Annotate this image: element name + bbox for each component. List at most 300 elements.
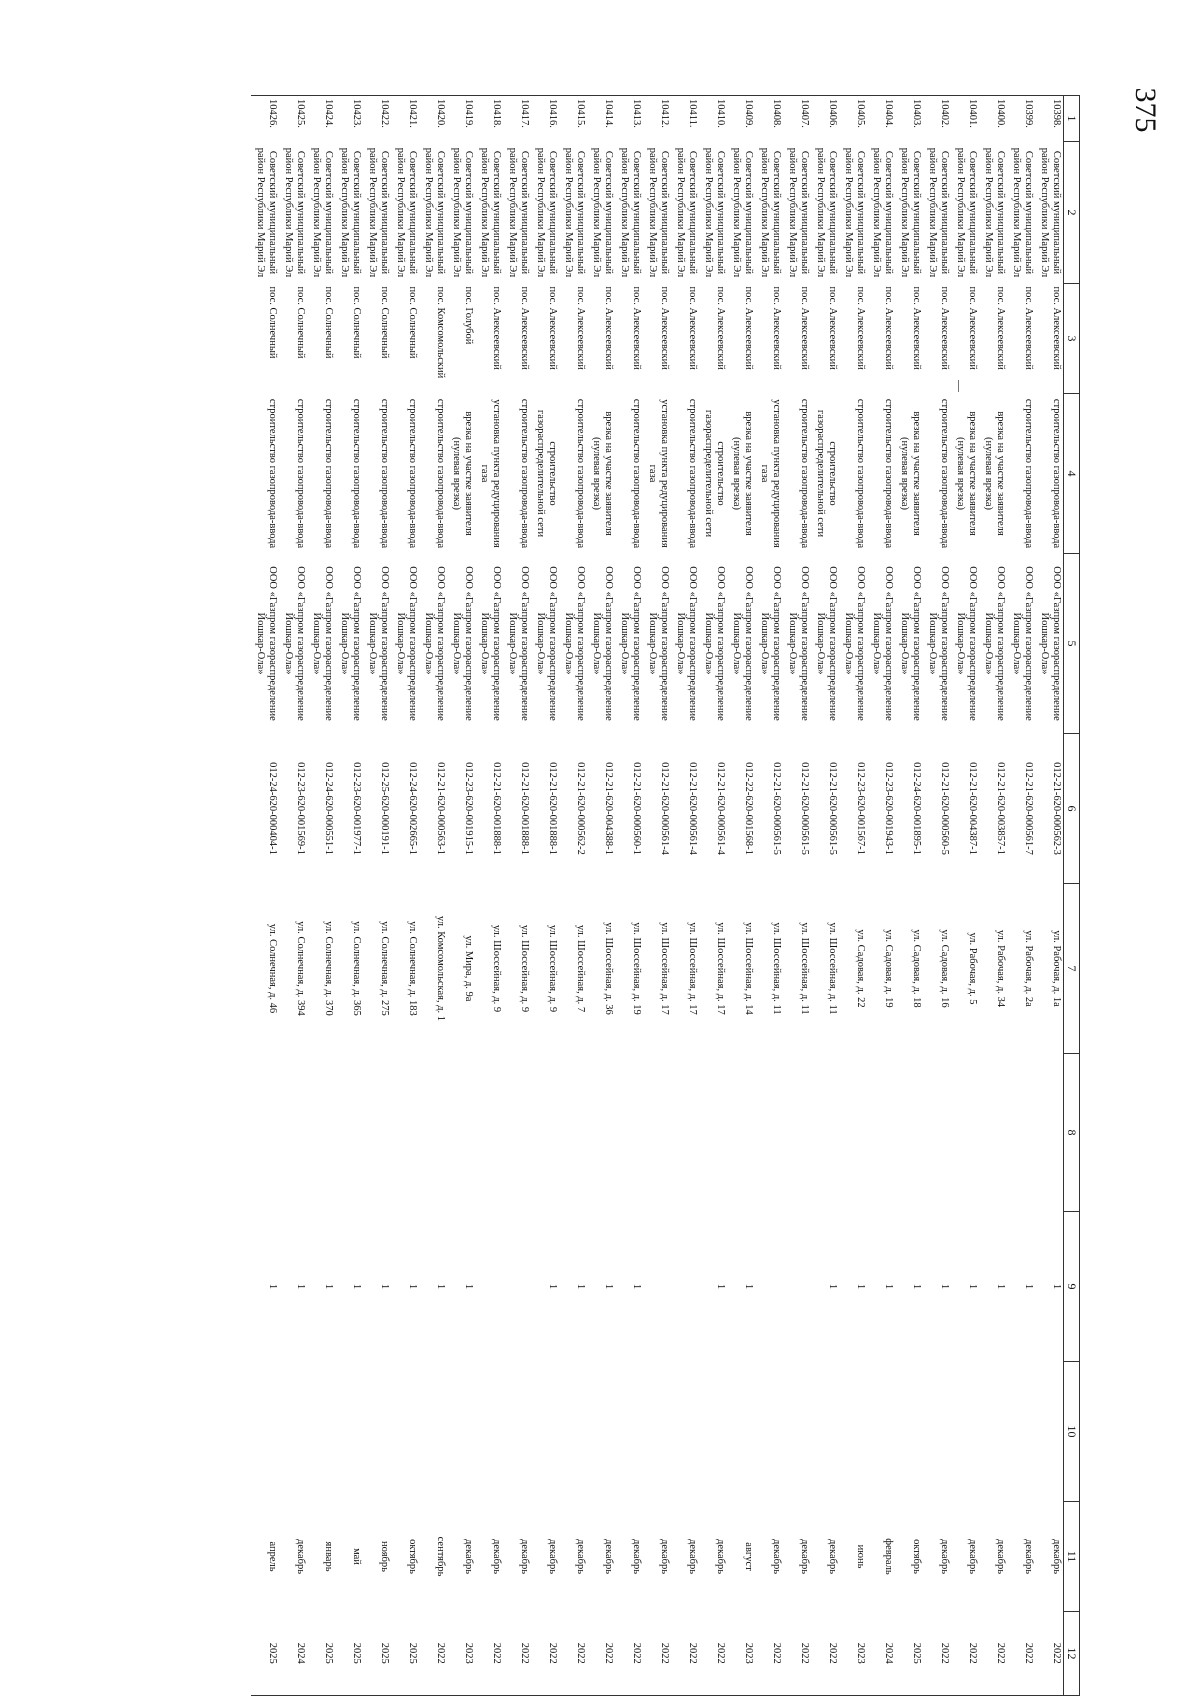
- cell-application-number: 012-21-620-000561-4: [715, 762, 726, 855]
- cell-district: Советский муниципальный район Республики Марий Эл: [507, 147, 530, 278]
- cell-col-10: [783, 1362, 811, 1502]
- cell-col-10: [335, 1362, 363, 1502]
- cell-count: 1: [827, 1283, 838, 1290]
- cell-settlement: пос. Алексеевский: [519, 286, 530, 370]
- cell-address: ул. Шоссейная, д. 17: [715, 922, 726, 1015]
- cell-month: декабрь: [603, 1539, 614, 1574]
- cell-organization: ООО «Газпром газораспределение Йошкар-Ола»: [703, 566, 726, 721]
- cell-row-number: 10406.: [827, 99, 838, 128]
- cell-month: декабрь: [295, 1539, 306, 1574]
- table-row: [531, 96, 559, 1696]
- table-row: [391, 96, 419, 1696]
- table-header: [1064, 96, 1080, 1696]
- column-header-2: 2: [1064, 142, 1080, 284]
- registry-table: [251, 95, 1080, 1696]
- cell-application-number: 012-21-620-001888-1: [491, 762, 502, 855]
- cell-col-8: [699, 1054, 727, 1212]
- cell-work-type: врезка на участке заявителя (нулевая врезка): [983, 411, 1006, 536]
- cell-address: ул. Солнечная, д. 46: [267, 923, 278, 1014]
- cell-settlement: пос. Алексеевский: [547, 286, 558, 370]
- cell-settlement: пос. Солнечный: [351, 286, 362, 359]
- cell-count: 1: [715, 1283, 726, 1290]
- column-header-5: 5: [1064, 554, 1080, 734]
- cell-district: Советский муниципальный район Республики Марий Эл: [983, 147, 1006, 278]
- cell-col-8: [559, 1054, 587, 1212]
- cell-month: декабрь: [659, 1539, 670, 1574]
- cell-district: Советский муниципальный район Республики Марий Эл: [479, 147, 502, 278]
- cell-year: 2022: [491, 1642, 502, 1664]
- cell-year: 2022: [547, 1642, 558, 1664]
- cell-work-type: строительство газопровода-ввода: [267, 398, 278, 549]
- cell-year: 2025: [379, 1642, 390, 1664]
- cell-address: ул. Мира, д. 9а: [463, 935, 474, 1002]
- table-row: [839, 96, 867, 1696]
- cell-work-type: строительство газопровода-ввода: [351, 398, 362, 549]
- cell-organization: ООО «Газпром газораспределение Йошкар-Ола»: [367, 566, 390, 721]
- table-row: [783, 96, 811, 1696]
- cell-work-type: строительство газораспределительной сети: [703, 409, 726, 538]
- cell-col-10: [475, 1362, 503, 1502]
- cell-count: [755, 1212, 783, 1362]
- cell-application-number: 012-21-620-000561-5: [799, 762, 810, 855]
- table-row: [951, 96, 979, 1696]
- column-header-8: 8: [1064, 1054, 1080, 1212]
- cell-count: [671, 1212, 699, 1362]
- cell-col-10: [643, 1362, 671, 1502]
- cell-row-number: 10414.: [603, 99, 614, 128]
- cell-month: май: [351, 1548, 362, 1565]
- cell-application-number: 012-21-620-004387-1: [967, 762, 978, 855]
- cell-address: ул. Шоссейная, д. 9: [491, 924, 502, 1013]
- table-row: [755, 96, 783, 1696]
- cell-address: ул. Комсомольская, д. 1: [435, 915, 446, 1022]
- cell-year: 2022: [603, 1642, 614, 1664]
- cell-col-8: [279, 1054, 307, 1212]
- cell-col-10: [531, 1362, 559, 1502]
- cell-count: 1: [631, 1283, 642, 1290]
- cell-col-8: [951, 1054, 979, 1212]
- cell-application-number: 012-21-620-000561-5: [771, 762, 782, 855]
- cell-count: 1: [743, 1283, 754, 1290]
- cell-application-number: 012-24-620-000551-1: [323, 762, 334, 855]
- cell-month: октябрь: [407, 1539, 418, 1574]
- cell-row-number: 10412.: [659, 99, 670, 128]
- cell-district: Советский муниципальный район Республики Марий Эл: [675, 147, 698, 278]
- cell-address: ул. Шоссейная, д. 17: [687, 922, 698, 1015]
- cell-col-10: [587, 1362, 615, 1502]
- cell-col-8: [979, 1054, 1007, 1212]
- cell-district: Советский муниципальный район Республики Марий Эл: [423, 147, 446, 278]
- cell-month: сентябрь: [435, 1536, 446, 1577]
- cell-count: 1: [267, 1283, 278, 1290]
- cell-month: ноябрь: [379, 1541, 390, 1572]
- cell-col-10: [307, 1362, 335, 1502]
- cell-year: 2022: [435, 1642, 446, 1664]
- cell-count: 1: [911, 1283, 922, 1290]
- cell-district: Советский муниципальный район Республики Марий Эл: [563, 147, 586, 278]
- cell-year: 2022: [967, 1642, 978, 1664]
- cell-col-8: [867, 1054, 895, 1212]
- cell-col-10: [559, 1362, 587, 1502]
- cell-year: 2022: [1023, 1642, 1034, 1664]
- table-row: [615, 96, 643, 1696]
- table-row: [447, 96, 475, 1696]
- cell-settlement: пос. Солнечный: [379, 286, 390, 359]
- cell-settlement: пос. Алексеевский: [799, 286, 810, 370]
- cell-organization: ООО «Газпром газораспределение Йошкар-Ола»: [591, 566, 614, 721]
- cell-address: ул. Шоссейная, д. 7: [575, 924, 586, 1013]
- cell-col-10: [727, 1362, 755, 1502]
- cell-settlement: пос. Алексеевский: [967, 286, 978, 370]
- cell-organization: ООО «Газпром газораспределение Йошкар-Ола»: [843, 566, 866, 721]
- table-row: [895, 96, 923, 1696]
- table-row: [307, 96, 335, 1696]
- table-row: [643, 96, 671, 1696]
- table-row: [559, 96, 587, 1696]
- cell-col-8: [363, 1054, 391, 1212]
- cell-col-8: [251, 1054, 279, 1212]
- cell-work-type: врезка на участке заявителя (нулевая врезка): [451, 411, 474, 536]
- cell-count: 1: [995, 1283, 1006, 1290]
- cell-address: ул. Шоссейная, д. 19: [631, 922, 642, 1015]
- cell-year: 2022: [631, 1642, 642, 1664]
- cell-year: 2022: [1051, 1642, 1062, 1664]
- cell-month: апрель: [267, 1541, 278, 1572]
- cell-col-10: [419, 1362, 447, 1502]
- cell-year: 2022: [659, 1642, 670, 1664]
- cell-work-type: строительство газопровода-ввода: [435, 398, 446, 549]
- cell-work-type: установка пункта редуцирования газа: [759, 399, 782, 548]
- cell-month: декабрь: [715, 1539, 726, 1574]
- cell-col-8: [615, 1054, 643, 1212]
- table-row: [419, 96, 447, 1696]
- cell-count: 1: [547, 1283, 558, 1290]
- cell-settlement: пос. Алексеевский: [603, 286, 614, 370]
- cell-row-number: 10416.: [547, 99, 558, 128]
- cell-district: Советский муниципальный район Республики Марий Эл: [1039, 147, 1062, 278]
- cell-row-number: 10403.: [911, 99, 922, 128]
- cell-organization: ООО «Газпром газораспределение Йошкар-Ола»: [507, 566, 530, 721]
- cell-district: Советский муниципальный район Республики Марий Эл: [843, 147, 866, 278]
- cell-col-10: [979, 1362, 1007, 1502]
- column-header-1: 1: [1064, 96, 1080, 142]
- cell-year: 2022: [771, 1642, 782, 1664]
- cell-work-type: строительство газопровода-ввода: [519, 398, 530, 549]
- cell-col-10: [363, 1362, 391, 1502]
- cell-district: Советский муниципальный район Республики Марий Эл: [451, 147, 474, 278]
- cell-year: 2024: [883, 1642, 894, 1664]
- cell-work-type: строительство газопровода-ввода: [939, 398, 950, 549]
- cell-count: 1: [1023, 1283, 1034, 1290]
- cell-application-number: 012-21-620-001888-1: [519, 762, 530, 855]
- cell-application-number: 012-21-620-000561-5: [827, 762, 838, 855]
- table-row: [335, 96, 363, 1696]
- cell-col-8: [839, 1054, 867, 1212]
- cell-row-number: 10411.: [687, 99, 698, 128]
- cell-col-8: [503, 1054, 531, 1212]
- cell-month: декабрь: [771, 1539, 782, 1574]
- cell-col-8: [335, 1054, 363, 1212]
- cell-application-number: 012-23-620-001943-1: [883, 762, 894, 855]
- rotated-table-wrapper: [210, 95, 1080, 1695]
- cell-district: Советский муниципальный район Республики Марий Эл: [339, 147, 362, 278]
- cell-district: Советский муниципальный район Республики Марий Эл: [899, 147, 922, 278]
- cell-row-number: 10405.: [855, 99, 866, 128]
- table-row: [699, 96, 727, 1696]
- cell-year: 2024: [295, 1642, 306, 1664]
- cell-row-number: 10404.: [883, 99, 894, 128]
- cell-col-10: [391, 1362, 419, 1502]
- cell-settlement: пос. Алексеевский: [575, 286, 586, 370]
- cell-year: 2023: [855, 1642, 866, 1664]
- cell-settlement: пос. Алексеевский: [855, 286, 866, 370]
- cell-month: декабрь: [687, 1539, 698, 1574]
- cell-district: Советский муниципальный район Республики Марий Эл: [367, 147, 390, 278]
- cell-organization: ООО «Газпром газораспределение Йошкар-Ола»: [423, 566, 446, 721]
- cell-address: ул. Рабочая, д. 1а: [1051, 930, 1062, 1007]
- cell-district: Советский муниципальный район Республики Марий Эл: [255, 147, 278, 278]
- cell-application-number: 012-21-620-000561-4: [687, 762, 698, 855]
- cell-organization: ООО «Газпром газораспределение Йошкар-Ола»: [1011, 566, 1034, 721]
- cell-district: Советский муниципальный район Республики Марий Эл: [927, 147, 950, 278]
- cell-row-number: 10419.: [463, 99, 474, 128]
- cell-address: ул. Шоссейная, д. 9: [547, 924, 558, 1013]
- cell-count: [475, 1212, 503, 1362]
- cell-col-10: [755, 1362, 783, 1502]
- cell-month: декабрь: [575, 1539, 586, 1574]
- cell-organization: ООО «Газпром газораспределение Йошкар-Ола»: [983, 566, 1006, 721]
- cell-row-number: 10421.: [407, 99, 418, 128]
- cell-application-number: 012-21-620-000560-5: [939, 762, 950, 855]
- cell-count: [643, 1212, 671, 1362]
- cell-count: 1: [967, 1283, 978, 1290]
- cell-application-number: 012-23-620-001977-1: [351, 762, 362, 855]
- cell-district: Советский муниципальный район Республики Марий Эл: [283, 147, 306, 278]
- cell-application-number: 012-21-620-000560-1: [631, 762, 642, 855]
- cell-col-8: [643, 1054, 671, 1212]
- cell-work-type: строительство газораспределительной сети: [815, 409, 838, 538]
- cell-month: январь: [323, 1541, 334, 1572]
- cell-application-number: 012-25-620-000191-1: [379, 762, 390, 855]
- cell-year: 2025: [323, 1642, 334, 1664]
- cell-district: Советский муниципальный район Республики Марий Эл: [395, 147, 418, 278]
- cell-application-number: 012-24-620-000404-1: [267, 762, 278, 855]
- cell-col-10: [839, 1362, 867, 1502]
- cell-col-8: [587, 1054, 615, 1212]
- cell-row-number: 10423.: [351, 99, 362, 128]
- cell-address: ул. Садовая, д. 22: [855, 929, 866, 1008]
- cell-address: ул. Рабочая, д. 2а: [1023, 930, 1034, 1007]
- cell-year: 2022: [687, 1642, 698, 1664]
- cell-district: Советский муниципальный район Республики Марий Эл: [619, 147, 642, 278]
- cell-address: ул. Садовая, д. 16: [939, 929, 950, 1008]
- cell-settlement: пос. Алексеевский: [687, 286, 698, 370]
- cell-year: 2022: [995, 1642, 1006, 1664]
- column-header-4: 4: [1064, 394, 1080, 554]
- cell-district: Советский муниципальный район Республики Марий Эл: [871, 147, 894, 278]
- cell-count: 1: [603, 1283, 614, 1290]
- cell-district: Советский муниципальный район Республики Марий Эл: [955, 147, 978, 278]
- cell-row-number: 10424.: [323, 99, 334, 128]
- cell-row-number: 10398.: [1051, 99, 1062, 128]
- cell-col-8: [671, 1054, 699, 1212]
- cell-district: Советский муниципальный район Республики Марий Эл: [815, 147, 838, 278]
- cell-month: октябрь: [911, 1539, 922, 1574]
- cell-address: ул. Солнечная, д. 275: [379, 921, 390, 1016]
- table-row: [1007, 96, 1035, 1696]
- cell-address: ул. Шоссейная, д. 17: [659, 922, 670, 1015]
- column-header-6: 6: [1064, 734, 1080, 884]
- cell-work-type: строительство газопровода-ввода: [407, 398, 418, 549]
- cell-col-8: [307, 1054, 335, 1212]
- cell-count: [503, 1212, 531, 1362]
- table-row: [363, 96, 391, 1696]
- cell-row-number: 10422.: [379, 99, 390, 128]
- cell-settlement: пос. Алексеевский: [883, 286, 894, 370]
- cell-application-number: 012-24-620-002665-1: [407, 762, 418, 855]
- cell-work-type: врезка на участке заявителя (нулевая врезка): [591, 411, 614, 536]
- cell-count: 1: [463, 1283, 474, 1290]
- cell-district: Советский муниципальный район Республики Марий Эл: [311, 147, 334, 278]
- cell-count: 1: [435, 1283, 446, 1290]
- cell-address: ул. Шоссейная, д. 11: [827, 922, 838, 1015]
- cell-organization: ООО «Газпром газораспределение Йошкар-Ола»: [787, 566, 810, 721]
- cell-work-type: строительство газопровода-ввода: [631, 398, 642, 549]
- cell-row-number: 10409.: [743, 99, 754, 128]
- cell-address: ул. Шоссейная, д. 11: [799, 922, 810, 1015]
- cell-district: Советский муниципальный район Республики Марий Эл: [759, 147, 782, 278]
- cell-settlement: пос. Алексеевский: [631, 286, 642, 370]
- cell-col-10: [447, 1362, 475, 1502]
- cell-work-type: строительство газопровода-ввода: [855, 398, 866, 549]
- cell-organization: ООО «Газпром газораспределение Йошкар-Ола»: [731, 566, 754, 721]
- cell-month: декабрь: [519, 1539, 530, 1574]
- cell-month: декабрь: [1023, 1539, 1034, 1574]
- cell-col-10: [279, 1362, 307, 1502]
- cell-work-type: строительство газопровода-ввода: [379, 398, 390, 549]
- cell-application-number: 012-22-620-001568-1: [743, 762, 754, 855]
- cell-application-number: 012-21-620-003857-1: [995, 762, 1006, 855]
- cell-district: Советский муниципальный район Республики Марий Эл: [647, 147, 670, 278]
- cell-organization: ООО «Газпром газораспределение Йошкар-Ола»: [759, 566, 782, 721]
- cell-work-type: строительство газопровода-ввода: [799, 398, 810, 549]
- cell-col-8: [895, 1054, 923, 1212]
- cell-month: декабрь: [631, 1539, 642, 1574]
- cell-work-type: строительство газопровода-ввода: [687, 398, 698, 549]
- cell-application-number: 012-21-620-004388-1: [603, 762, 614, 855]
- cell-year: 2025: [267, 1642, 278, 1664]
- cell-district: Советский муниципальный район Республики Марий Эл: [787, 147, 810, 278]
- cell-settlement: пос. Голубой: [463, 286, 474, 345]
- column-header-3: 3: [1064, 284, 1080, 394]
- cell-settlement: пос. Солнечный: [295, 286, 306, 359]
- cell-row-number: 10425.: [295, 99, 306, 128]
- cell-count: 1: [351, 1283, 362, 1290]
- cell-count: 1: [575, 1283, 586, 1290]
- cell-row-number: 10402.: [939, 99, 950, 128]
- cell-col-10: [1007, 1362, 1035, 1502]
- cell-col-8: [447, 1054, 475, 1212]
- cell-col-10: [615, 1362, 643, 1502]
- cell-settlement: пос. Алексеевский: [827, 286, 838, 370]
- cell-count: 1: [939, 1283, 950, 1290]
- cell-year: 2022: [799, 1642, 810, 1664]
- cell-work-type: строительство газопровода-ввода: [575, 398, 586, 549]
- cell-work-type: врезка на участке заявителя (нулевая врезка): [899, 411, 922, 536]
- cell-month: декабрь: [799, 1539, 810, 1574]
- cell-district: Советский муниципальный район Республики Марий Эл: [535, 147, 558, 278]
- table-body: [251, 96, 1064, 1696]
- cell-settlement: пос. Алексеевский: [911, 286, 922, 370]
- table-row: [279, 96, 307, 1696]
- cell-address: ул. Солнечная, д. 370: [323, 921, 334, 1016]
- cell-application-number: 012-23-620-001569-1: [295, 762, 306, 855]
- cell-organization: ООО «Газпром газораспределение Йошкар-Ола»: [899, 566, 922, 721]
- cell-col-8: [755, 1054, 783, 1212]
- cell-month: декабрь: [547, 1539, 558, 1574]
- cell-count: 1: [407, 1283, 418, 1290]
- cell-col-10: [699, 1362, 727, 1502]
- cell-col-10: [1035, 1362, 1064, 1502]
- cell-col-10: [811, 1362, 839, 1502]
- cell-row-number: 10400.: [995, 99, 1006, 128]
- cell-count: 1: [379, 1283, 390, 1290]
- cell-address: ул. Рабочая, д. 5: [967, 932, 978, 1005]
- cell-col-8: [783, 1054, 811, 1212]
- column-header-12: 12: [1064, 1612, 1080, 1696]
- column-header-7: 7: [1064, 884, 1080, 1054]
- cell-address: ул. Садовая, д. 19: [883, 929, 894, 1008]
- table-row: [251, 96, 279, 1696]
- cell-work-type: строительство газопровода-ввода: [1023, 398, 1034, 549]
- cell-work-type: строительство газопровода-ввода: [295, 398, 306, 549]
- cell-application-number: 012-21-620-000561-7: [1023, 762, 1034, 855]
- cell-col-8: [419, 1054, 447, 1212]
- cell-organization: ООО «Газпром газораспределение Йошкар-Ола»: [563, 566, 586, 721]
- table-row: [727, 96, 755, 1696]
- cell-settlement: пос. Солнечный: [267, 286, 278, 359]
- cell-row-number: 10407.: [799, 99, 810, 128]
- cell-month: декабрь: [967, 1539, 978, 1574]
- cell-address: ул. Шоссейная, д. 9: [519, 924, 530, 1013]
- cell-month: декабрь: [939, 1539, 950, 1574]
- cell-year: 2023: [743, 1642, 754, 1664]
- cell-count: 1: [883, 1283, 894, 1290]
- cell-row-number: 10413.: [631, 99, 642, 128]
- cell-month: июнь: [855, 1544, 866, 1569]
- cell-year: 2022: [827, 1642, 838, 1664]
- cell-settlement: пос. Комсомольский: [435, 286, 446, 379]
- cell-organization: ООО «Газпром газораспределение Йошкар-Ола»: [451, 566, 474, 721]
- cell-settlement: пос. Алексеевский: [715, 286, 726, 370]
- table-row: [587, 96, 615, 1696]
- cell-count: 1: [1051, 1283, 1062, 1290]
- cell-row-number: 10420.: [435, 99, 446, 128]
- cell-row-number: 10399.: [1023, 99, 1034, 128]
- cell-settlement: пос. Алексеевский: [939, 286, 950, 370]
- cell-month: декабрь: [463, 1539, 474, 1574]
- cell-district: Советский муниципальный район Республики Марий Эл: [703, 147, 726, 278]
- cell-application-number: 012-24-620-001895-1: [911, 762, 922, 855]
- scan-mark: [958, 380, 959, 392]
- cell-col-10: [671, 1362, 699, 1502]
- cell-application-number: 012-21-620-001888-1: [547, 762, 558, 855]
- cell-year: 2022: [575, 1642, 586, 1664]
- cell-count: 1: [295, 1283, 306, 1290]
- table-row: [867, 96, 895, 1696]
- cell-col-10: [867, 1362, 895, 1502]
- cell-work-type: установка пункта редуцирования газа: [647, 399, 670, 548]
